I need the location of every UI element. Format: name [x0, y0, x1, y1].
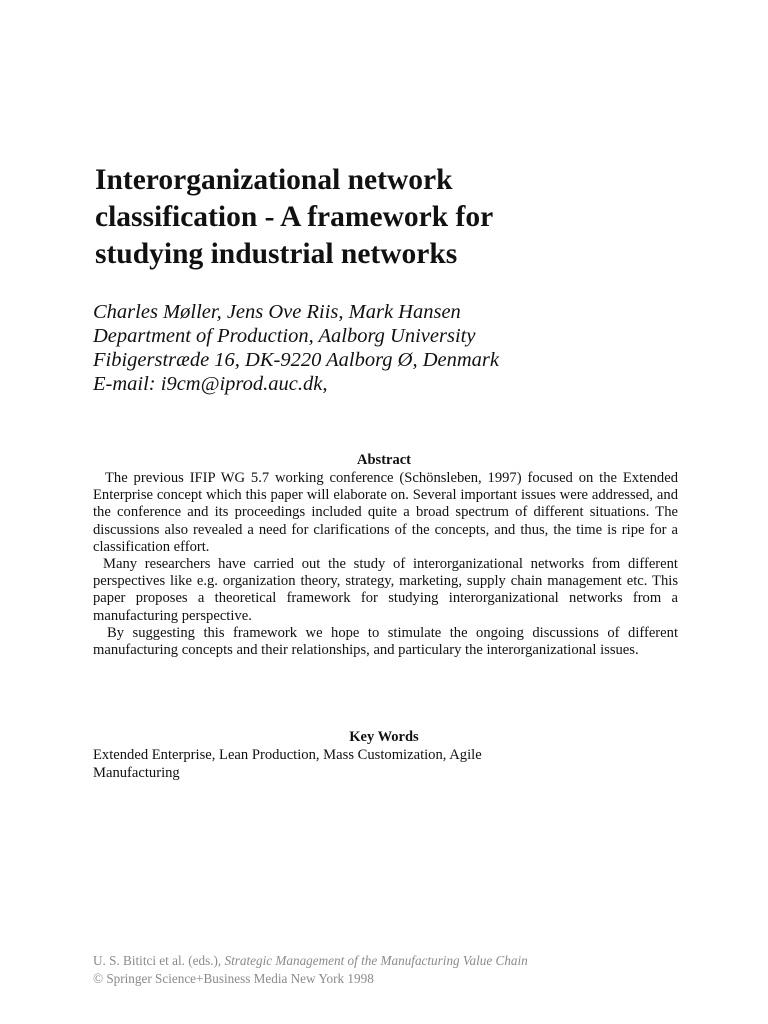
abstract-paragraph: By suggesting this framework we hope to stimulate the ongoing discussions of different manufacturing concepts and their relationships, and particulary the interorganizational issues. [93, 624, 678, 659]
title-line: classification - A framework for [95, 201, 494, 233]
author-address: Fibigerstræde 16, DK-9220 Aalborg Ø, Denmark [93, 349, 499, 371]
abstract-body [93, 470, 678, 659]
author-email: E-mail: i9cm@iprod.auc.dk, [93, 373, 328, 395]
footer-book-title: Strategic Management of the Manufacturing Value Chain [224, 953, 528, 968]
author-names: Charles Møller, Jens Ove Riis, Mark Hansen [93, 301, 461, 323]
title-line: Interorganizational network [95, 164, 453, 196]
keywords-line: Manufacturing [93, 764, 180, 781]
title-line: studying industrial networks [95, 238, 458, 270]
author-block [93, 300, 693, 396]
abstract-heading: Abstract [357, 452, 411, 468]
footer-citation [93, 952, 693, 970]
footer-editors: U. S. Bititci et al. (eds.), [93, 953, 225, 968]
keywords-body [93, 747, 613, 782]
abstract-paragraph: Many researchers have carried out the study of interorganizational networks from different perspectives like e.g. organization theory, strategy, marketing, supply chain management etc. This paper proposes a theoretical framework for studying interorganizational networks from a manufacturing perspective. [93, 556, 678, 624]
publication-footer [93, 952, 693, 988]
keywords-line: Extended Enterprise, Lean Production, Mass Customization, Agile [93, 747, 482, 763]
footer-copyright: © Springer Science+Business Media New York 1998 [93, 971, 374, 986]
paper-title [95, 162, 655, 273]
abstract-paragraph: The previous IFIP WG 5.7 working conference (Schönsleben, 1997) focused on the Extended Enterprise concept which this paper will elaborate on. Several important issues were addressed, and the conference and its proceedings included quite a broad spectrum of different situations. The discussions also revealed a need for clarifications of the concepts, and thus, the time is ripe for a classification effort. [93, 470, 678, 555]
author-affiliation: Department of Production, Aalborg University [93, 325, 476, 347]
keywords-heading: Key Words [349, 729, 419, 745]
